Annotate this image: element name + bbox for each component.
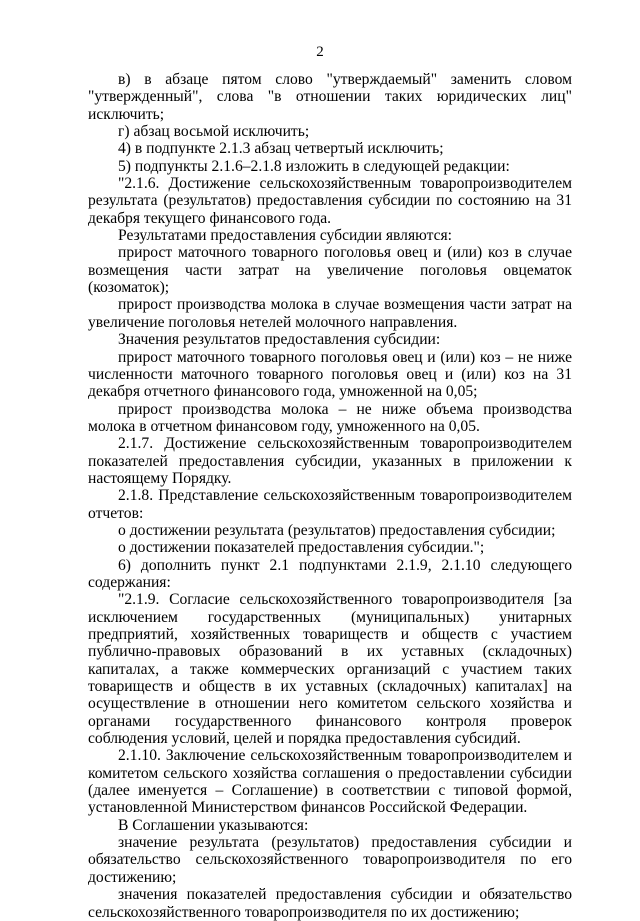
paragraph: о достижении показателей предоставления субсидии."; bbox=[118, 539, 485, 557]
paragraph: прирост маточного товарного поголовья овец и (или) коз – не ниже численности маточного товарного поголовья овец и (или) коз на 31 декабря отчетного финансового года, умноженной на 0,05; bbox=[88, 348, 572, 401]
paragraph: Результатами предоставления субсидии являются: bbox=[118, 227, 453, 245]
paragraph: "2.1.9. Согласие сельскохозяйственного товаропроизводителя [за исключением государственных (муниципальных) унитарных предприятий, хозяйственных товариществ и обществ с участием публично-правовых образований в их уставных (складочных) капиталах, а также коммерческих организаций с участием таких товариществ и обществ в их уставных (складочных) капиталах] на осуществление в отношении него комитетом сельского хозяйства и органами государственного финансового контроля проверок соблюдения условий, целей и порядка предоставления субсидий. bbox=[88, 591, 572, 748]
paragraph: В Соглашении указываются: bbox=[118, 816, 309, 834]
paragraph: 4) в подпункте 2.1.3 абзац четвертый исключить; bbox=[118, 140, 444, 158]
paragraph: в) в абзаце пятом слово "утверждаемый" заменить словом "утвержденный", слова "в отношении таких юридических лиц" исключить; bbox=[88, 71, 572, 123]
page-number: 2 bbox=[316, 44, 324, 60]
document-body bbox=[88, 71, 572, 921]
paragraph: "2.1.6. Достижение сельскохозяйственным товаропроизводителем результата (результатов) предоставления субсидии по состоянию на 31 декабря текущего финансового года. bbox=[88, 175, 572, 227]
paragraph: г) абзац восьмой исключить; bbox=[118, 123, 310, 141]
paragraph: 5) подпункты 2.1.6–2.1.8 изложить в следующей редакции: bbox=[118, 157, 510, 175]
paragraph: 2.1.7. Достижение сельскохозяйственным товаропроизводителем показателей предоставления субсидии, указанных в приложении к настоящему Порядку. bbox=[88, 435, 572, 487]
paragraph: прирост производства молока в случае возмещения части затрат на увеличение поголовья нетелей молочного направления. bbox=[88, 296, 572, 331]
paragraph: 2.1.8. Представление сельскохозяйственным товаропроизводителем отчетов: bbox=[88, 487, 572, 522]
paragraph: Значения результатов предоставления субсидии: bbox=[118, 331, 441, 349]
paragraph: о достижении результата (результатов) предоставления субсидии; bbox=[118, 521, 556, 539]
paragraph: прирост производства молока – не ниже объема производства молока в отчетном финансовом году, умноженного на 0,05. bbox=[88, 400, 572, 435]
paragraph: 2.1.10. Заключение сельскохозяйственным товаропроизводителем и комитетом сельского хозяйства соглашения о предоставлении субсидии (далее именуется – Соглашение) в соответствии с типовой формой, установленной Министерством финансов Российской Федерации. bbox=[88, 747, 572, 817]
paragraph: 6) дополнить пункт 2.1 подпунктами 2.1.9, 2.1.10 следующего содержания: bbox=[88, 556, 572, 591]
paragraph: значения показателей предоставления субсидии и обязательство сельскохозяйственного товаропроизводителя по их достижению; bbox=[88, 886, 572, 921]
paragraph: значение результата (результатов) предоставления субсидии и обязательство сельскохозяйственного товаропроизводителя по его достижению; bbox=[88, 834, 572, 886]
paragraph: прирост маточного товарного поголовья овец и (или) коз в случае возмещения части затрат на увеличение поголовья овцематок (козоматок); bbox=[88, 244, 572, 297]
